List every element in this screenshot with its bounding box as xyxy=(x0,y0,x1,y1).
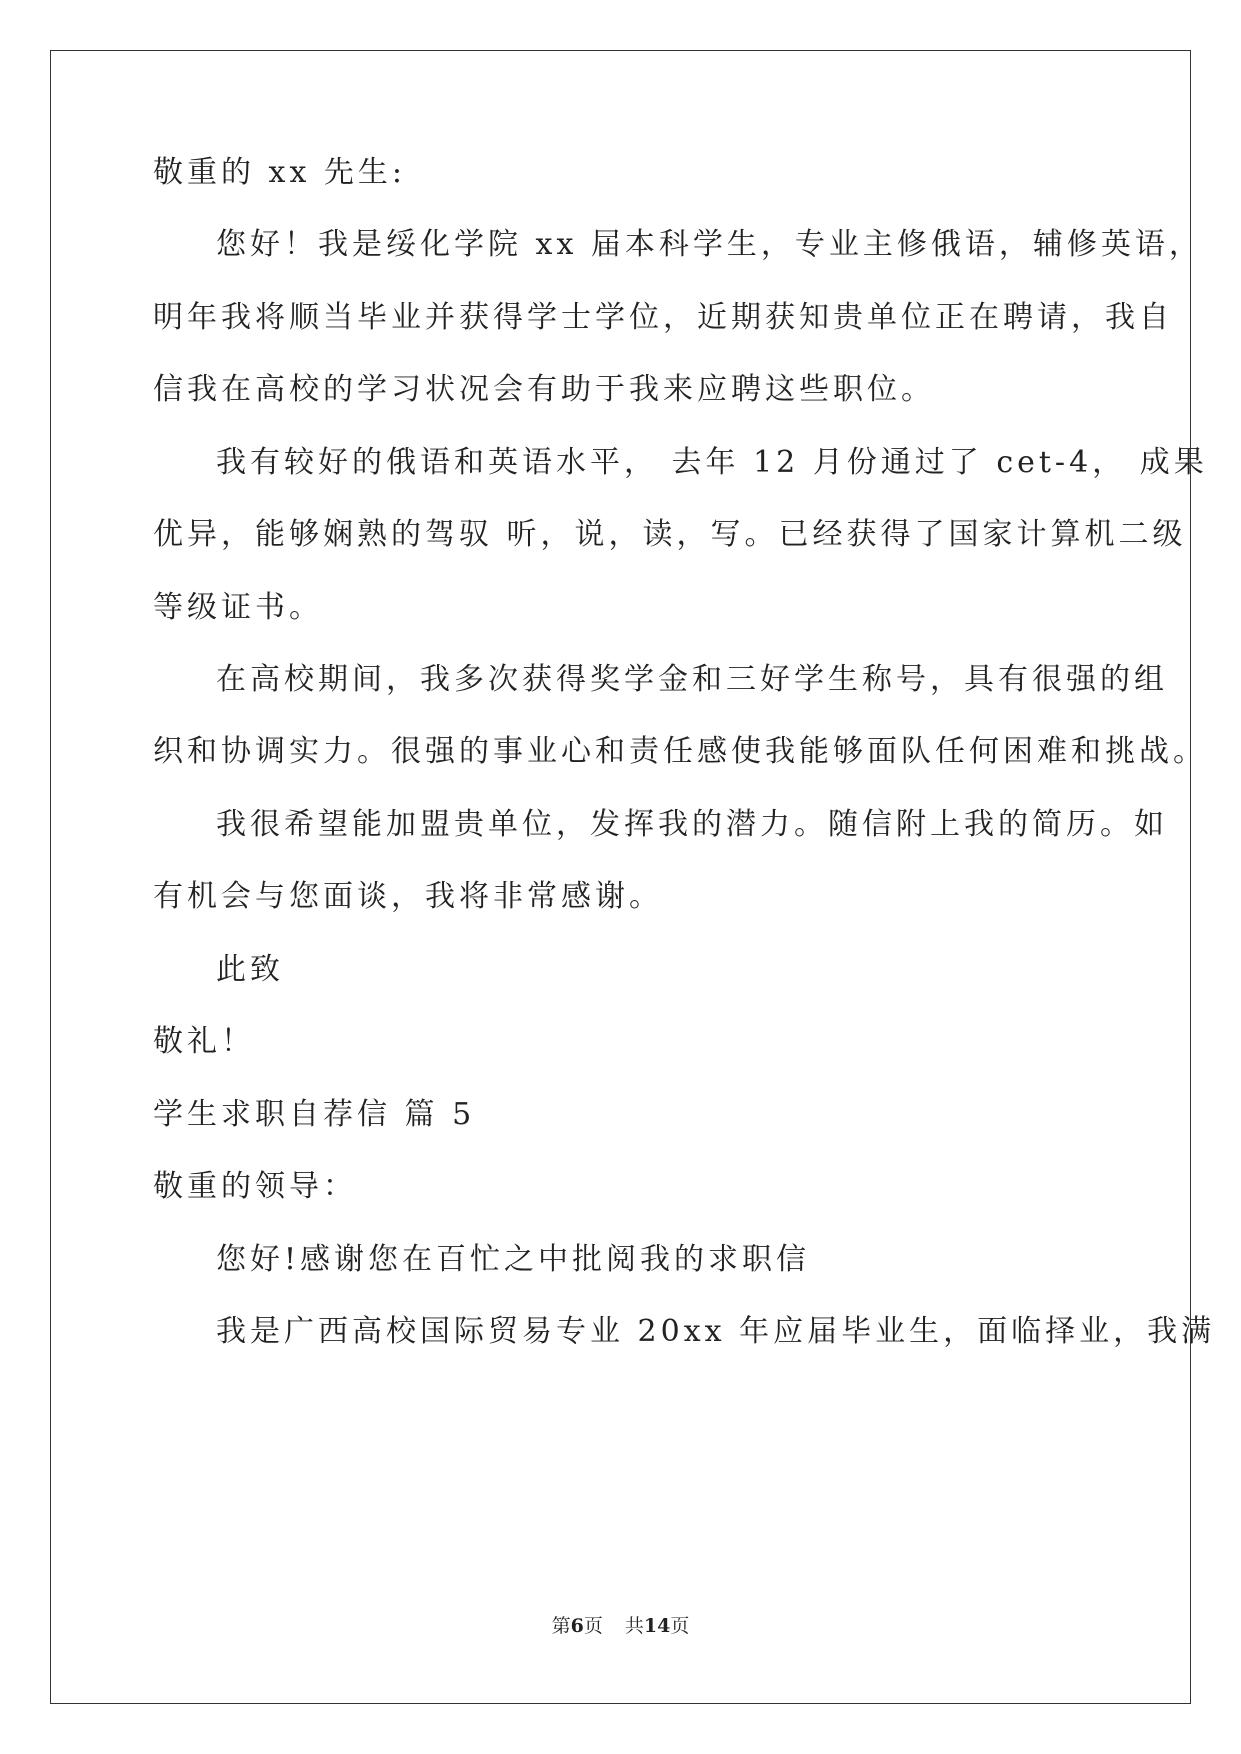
paragraph-line: 在高校期间，我多次获得奖学金和三好学生称号，具有很强的组 xyxy=(216,662,1168,697)
footer-total-suffix: 页 xyxy=(670,1615,690,1637)
paragraph-line: 您好!感谢您在百忙之中批阅我的求职信 xyxy=(216,1242,811,1277)
paragraph-line: 我很希望能加盟贵单位，发挥我的潜力。随信附上我的简历。如 xyxy=(216,807,1168,842)
section-heading: 学生求职自荐信 篇 5 xyxy=(153,1097,476,1132)
paragraph-line: 有机会与您面谈，我将非常感谢。 xyxy=(153,879,663,914)
salutation-line: 敬重的领导： xyxy=(153,1169,357,1204)
paragraph-line: 优异，能够娴熟的驾驭 听，说，读，写。已经获得了国家计算机二级 xyxy=(153,517,1187,552)
total-page-count: 14 xyxy=(643,1615,671,1637)
closing-line: 敬礼！ xyxy=(153,1024,255,1059)
salutation-line: 敬重的 xx 先生: xyxy=(153,155,407,190)
paragraph-line: 织和协调实力。很强的事业心和责任感使我能够面队任何困难和挑战。 xyxy=(153,734,1207,769)
paragraph-line: 等级证书。 xyxy=(153,590,323,625)
current-page-number: 6 xyxy=(570,1615,584,1637)
paragraph-line: 信我在高校的学习状况会有助于我来应聘这些职位。 xyxy=(153,372,935,407)
closing-line: 此致 xyxy=(216,952,284,987)
footer-total-prefix: 共 xyxy=(624,1615,644,1637)
footer-prefix: 第 xyxy=(551,1615,571,1637)
paragraph-line: 我是广西高校国际贸易专业 20xx 年应届毕业生，面临择业，我满 xyxy=(216,1314,1216,1349)
paragraph-line: 明年我将顺当毕业并获得学士学位，近期获知贵单位正在聘请，我自 xyxy=(153,300,1173,335)
paragraph-line: 我有较好的俄语和英语水平， 去年 12 月份通过了 cet-4， 成果 xyxy=(216,445,1208,480)
paragraph-line: 您好！我是绥化学院 xx 届本科学生，专业主修俄语，辅修英语， xyxy=(216,227,1203,262)
footer-page-suffix: 页 xyxy=(583,1615,603,1637)
page-footer xyxy=(0,1614,1241,1638)
